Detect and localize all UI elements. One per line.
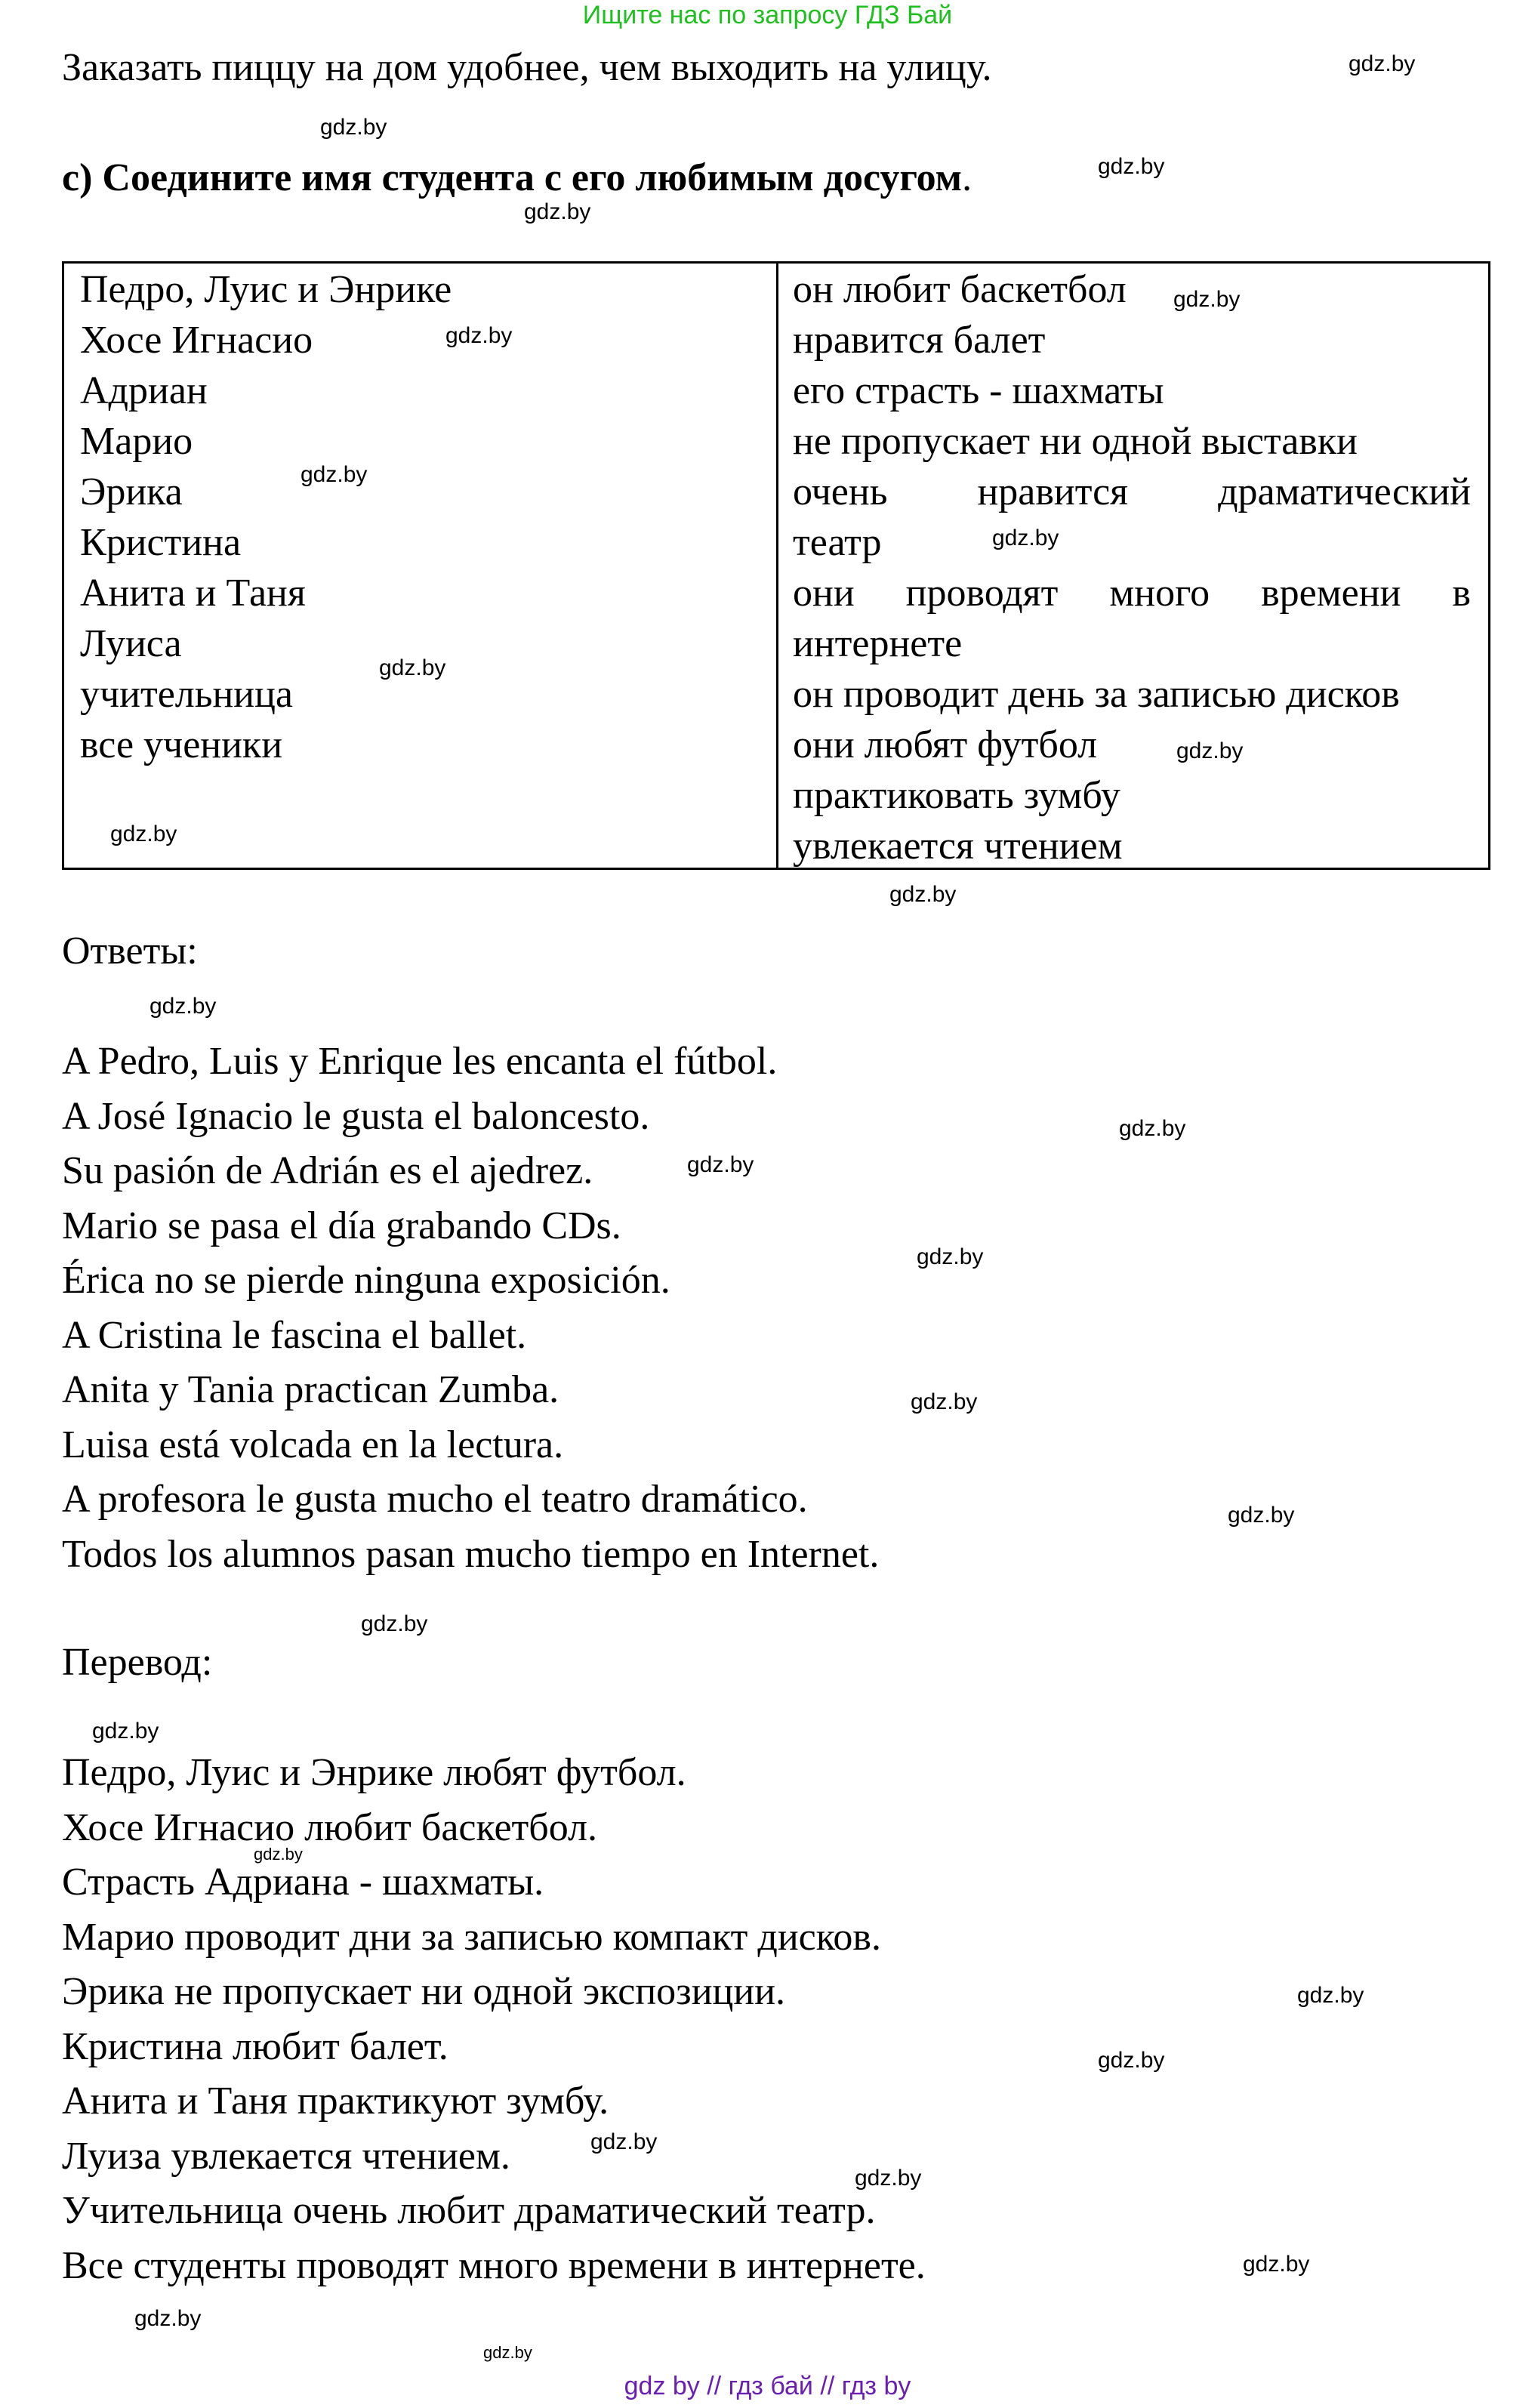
table-right-word: времени xyxy=(1261,572,1401,615)
watermark: gdz.by xyxy=(320,115,387,140)
table-right-item: интернете xyxy=(793,622,963,665)
watermark: gdz.by xyxy=(524,199,591,224)
table-left-item: учительница xyxy=(80,673,294,716)
table-left-item: Хосе Игнасио xyxy=(80,319,313,362)
table-left-item: Анита и Таня xyxy=(80,572,306,615)
table-right-item: не пропускает ни одной выставки xyxy=(793,420,1358,463)
table-right-item: его страсть - шахматы xyxy=(793,369,1164,412)
answer-line: Luisa está volcada en la lectura. xyxy=(62,1423,564,1466)
answer-line: Érica no se pierde ninguna exposición. xyxy=(62,1259,670,1302)
table-right-column xyxy=(793,264,1471,871)
translation-line: Страсть Адриана - шахматы. xyxy=(62,1861,544,1904)
watermark: gdz.by xyxy=(1098,2048,1165,2073)
answer-line: Anita y Tania practican Zumba. xyxy=(62,1368,559,1411)
watermark: gdz.by xyxy=(1173,287,1241,312)
watermark: gdz.by xyxy=(1176,738,1244,763)
watermark: gdz.by xyxy=(1119,1116,1186,1141)
answer-line: A profesora le gusta mucho el teatro dramático. xyxy=(62,1478,808,1521)
watermark: gdz.by xyxy=(301,462,368,487)
table-left-item: Кристина xyxy=(80,521,242,564)
watermark: gdz.by xyxy=(687,1152,754,1177)
table-left-item: Адриан xyxy=(80,369,208,412)
translation-heading: Перевод: xyxy=(62,1641,213,1684)
intro-line: Заказать пиццу на дом удобнее, чем выходить на улицу. xyxy=(62,46,992,89)
watermark: gdz.by xyxy=(134,2306,202,2331)
table-right-word: много xyxy=(1109,572,1210,615)
watermark: gdz.by xyxy=(1349,51,1416,76)
table-right-item: увлекается чтением xyxy=(793,825,1123,868)
translation-line: Все студенты проводят много времени в интернете. xyxy=(62,2243,926,2287)
translation-line: Луиза увлекается чтением. xyxy=(62,2134,510,2178)
watermark: gdz.by xyxy=(1297,1983,1364,2008)
table-left-item: Педро, Луис и Энрике xyxy=(80,268,452,311)
table-left-column xyxy=(80,264,452,770)
answer-line: A Pedro, Luis y Enrique les encanta el fútbol. xyxy=(62,1040,778,1083)
table-right-item: он любит баскетбол xyxy=(793,268,1127,311)
watermark: gdz.by xyxy=(1228,1503,1295,1528)
table-divider xyxy=(776,261,778,870)
answer-line: A Cristina le fascina el ballet. xyxy=(62,1313,527,1357)
watermark: gdz.by xyxy=(917,1244,984,1269)
table-left-item: Марио xyxy=(80,420,193,463)
translation-line: Учительница очень любит драматический театр. xyxy=(62,2189,876,2232)
translation-line: Педро, Луис и Энрике любят футбол. xyxy=(62,1751,686,1794)
watermark: gdz.by xyxy=(361,1611,428,1636)
table-left-item: все ученики xyxy=(80,723,283,766)
task-heading-dot: . xyxy=(962,156,972,199)
table-right-word: нравится xyxy=(977,470,1129,513)
translation-line: Эрика не пропускает ни одной экспозиции. xyxy=(62,1970,786,2013)
table-right-item: нравится балет xyxy=(793,319,1046,362)
watermark: gdz.by xyxy=(1098,154,1165,179)
watermark: gdz.by xyxy=(110,822,177,846)
translation-line: Марио проводит дни за записью компакт дисков. xyxy=(62,1915,881,1959)
table-right-word: проводят xyxy=(905,572,1059,615)
answers-list xyxy=(62,1034,879,1582)
translation-line: Кристина любит балет. xyxy=(62,2024,448,2068)
task-heading xyxy=(62,156,972,201)
answer-line: Todos los alumnos pasan mucho tiempo en Internet. xyxy=(62,1532,880,1576)
table-right-word: они xyxy=(793,572,855,615)
answer-line: Mario se pasa el día grabando CDs. xyxy=(62,1204,621,1247)
watermark: gdz.by xyxy=(590,2129,658,2154)
top-banner: Ищите нас по запросу ГДЗ Бай xyxy=(582,1,953,29)
table-right-item xyxy=(793,467,1471,517)
table-right-item: он проводит день за записью дисков xyxy=(793,673,1400,716)
table-right-item: они любят футбол xyxy=(793,723,1098,766)
table-right-item: театр xyxy=(793,521,882,564)
watermark: gdz.by xyxy=(379,655,446,680)
watermark: gdz.by xyxy=(1243,2252,1310,2277)
table-right-word: драматический xyxy=(1218,470,1471,513)
watermark: gdz.by xyxy=(889,882,957,907)
watermark: gdz.by xyxy=(92,1719,159,1744)
watermark: gdz.by xyxy=(254,1845,303,1864)
answer-line: A José Ignacio le gusta el baloncesto. xyxy=(62,1094,650,1138)
footer-links: gdz by // гдз бай // гдз by xyxy=(624,2372,911,2400)
table-right-word: очень xyxy=(793,470,888,513)
table-right-item xyxy=(793,568,1471,618)
task-heading-text: c) Соедините имя студента с его любимым досугом xyxy=(62,156,963,199)
watermark: gdz.by xyxy=(445,323,513,348)
table-left-item: Луиса xyxy=(80,622,182,665)
watermark: gdz.by xyxy=(855,2166,922,2191)
answers-heading: Ответы: xyxy=(62,930,198,973)
translation-list xyxy=(62,1746,926,2293)
watermark: gdz.by xyxy=(483,2343,532,2362)
watermark: gdz.by xyxy=(992,526,1059,550)
watermark: gdz.by xyxy=(911,1389,978,1414)
table-left-item: Эрика xyxy=(80,470,183,513)
answer-line: Su pasión de Adrián es el ajedrez. xyxy=(62,1149,593,1192)
watermark: gdz.by xyxy=(149,994,217,1019)
translation-line: Хосе Игнасио любит баскетбол. xyxy=(62,1805,597,1849)
translation-line: Анита и Таня практикуют зумбу. xyxy=(62,2080,609,2123)
table-right-item: практиковать зумбу xyxy=(793,774,1120,817)
table-right-word: в xyxy=(1452,572,1471,615)
